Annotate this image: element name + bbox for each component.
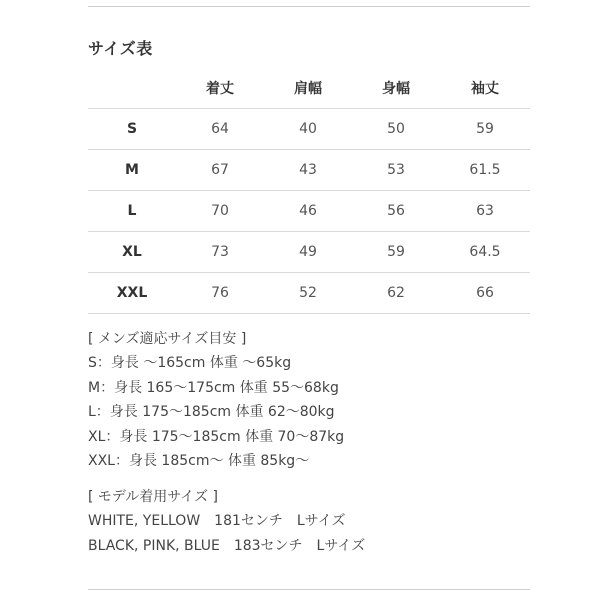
table-cell: 67	[176, 150, 264, 191]
table-cell: 46	[264, 191, 352, 232]
top-divider	[88, 6, 530, 7]
column-header-size	[88, 68, 176, 109]
table-cell: 64.5	[440, 232, 530, 273]
size-label: S	[88, 109, 176, 150]
size-label: M	[88, 150, 176, 191]
page-title: サイズ表	[88, 39, 153, 58]
table-row	[88, 273, 530, 314]
column-header-chest: 身幅	[352, 68, 440, 109]
size-guide	[88, 327, 344, 473]
table-header-row	[88, 68, 530, 109]
table-row	[88, 232, 530, 273]
table-cell: 43	[264, 150, 352, 191]
table-cell: 56	[352, 191, 440, 232]
table-row	[88, 191, 530, 232]
size-guide-line: XL：身長 175～185cm 体重 70～87kg	[88, 428, 345, 445]
table-cell: 63	[440, 191, 530, 232]
size-label: L	[88, 191, 176, 232]
table-cell: 61.5	[440, 150, 530, 191]
column-header-length: 着丈	[176, 68, 264, 109]
size-table	[88, 68, 530, 314]
model-size-heading: [ モデル着用サイズ ]	[88, 489, 219, 505]
table-cell: 73	[176, 232, 264, 273]
table-cell: 66	[440, 273, 530, 314]
column-header-shoulder: 肩幅	[264, 68, 352, 109]
size-guide-line: XXL：身長 185cm～ 体重 85kg～	[88, 453, 310, 470]
bottom-divider	[88, 589, 530, 590]
size-guide-line: S：身長 ～165cm 体重 ～65kg	[88, 355, 292, 372]
table-cell: 62	[352, 273, 440, 314]
table-cell: 52	[264, 273, 352, 314]
table-cell: 49	[264, 232, 352, 273]
size-guide-line: M：身長 165～175cm 体重 55～68kg	[88, 379, 339, 396]
column-header-sleeve: 袖丈	[440, 68, 530, 109]
size-label: XXL	[88, 273, 176, 314]
size-guide-line: L：身長 175～185cm 体重 62～80kg	[88, 404, 335, 421]
table-row	[88, 109, 530, 150]
table-cell: 64	[176, 109, 264, 150]
size-label: XL	[88, 232, 176, 273]
table-cell: 40	[264, 109, 352, 150]
model-size-info	[88, 485, 365, 558]
model-size-line: BLACK, PINK, BLUE 183センチ Lサイズ	[88, 537, 366, 554]
table-cell: 59	[352, 232, 440, 273]
table-cell: 50	[352, 109, 440, 150]
table-cell: 59	[440, 109, 530, 150]
table-cell: 70	[176, 191, 264, 232]
table-cell: 53	[352, 150, 440, 191]
model-size-line: WHITE, YELLOW 181センチ Lサイズ	[88, 513, 346, 530]
size-guide-heading: [ メンズ適応サイズ目安 ]	[88, 331, 247, 347]
table-row	[88, 150, 530, 191]
table-cell: 76	[176, 273, 264, 314]
